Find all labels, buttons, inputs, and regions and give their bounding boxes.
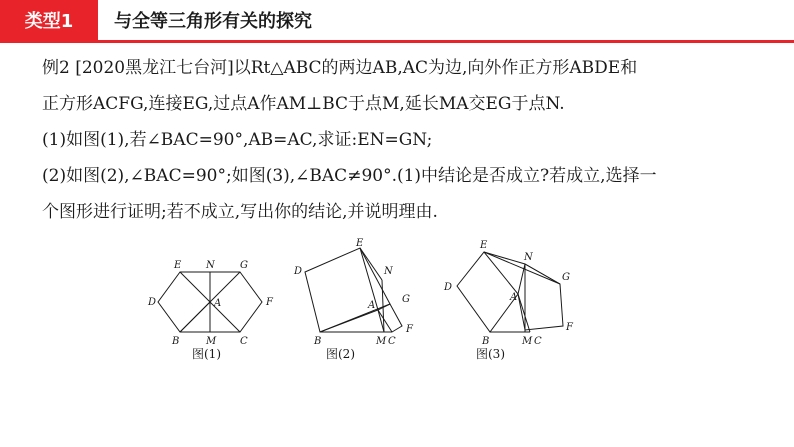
fig3-label-m: M <box>522 336 533 347</box>
fig1-label-b: B <box>172 336 180 347</box>
figure-1-drawing <box>158 272 262 332</box>
geometry-figures <box>130 234 610 374</box>
fig2-label-d: D <box>294 266 303 277</box>
fig2-label-c: C <box>388 336 396 347</box>
fig3-label-g: G <box>562 272 570 283</box>
fig3-label-f: F <box>566 322 573 333</box>
problem-line-3: (1)如图(1),若∠BAC=90°,AB=AC,求证:EN=GN; <box>42 130 433 150</box>
fig1-label-e: E <box>174 260 182 271</box>
fig2-label-e: E <box>356 238 364 249</box>
fig3-label-a: A <box>510 292 518 303</box>
fig3-label-c: C <box>534 336 542 347</box>
fig3-label-n: N <box>524 252 533 263</box>
fig2-label-a: A <box>368 300 376 311</box>
fig1-label-d: D <box>148 297 157 308</box>
fig2-label-f: F <box>406 324 413 335</box>
fig3-label-e: E <box>480 240 488 251</box>
fig2-label-g: G <box>402 294 410 305</box>
section-tag: 类型1 <box>0 0 98 40</box>
fig2-label-n: N <box>384 266 393 277</box>
header-rule <box>0 40 794 43</box>
fig1-label-g: G <box>240 260 248 271</box>
fig1-label-c: C <box>240 336 248 347</box>
fig1-label-n: N <box>206 260 215 271</box>
fig2-caption: 图(2) <box>326 347 355 361</box>
fig2-label-b: B <box>314 336 322 347</box>
fig2-label-m: M <box>376 336 387 347</box>
title-box <box>104 0 794 40</box>
fig1-label-a: A <box>214 298 222 309</box>
section-title: 与全等三角形有关的探究 <box>114 11 312 32</box>
fig3-label-b: B <box>482 336 490 347</box>
fig1-caption: 图(1) <box>192 347 221 361</box>
fig1-label-m: M <box>206 336 217 347</box>
fig1-label-f: F <box>266 297 273 308</box>
problem-line-2: 正方形ACFG,连接EG,过点A作AM⊥BC于点M,延长MA交EG于点N. <box>42 94 565 114</box>
problem-line-5: 个图形进行证明;若不成立,写出你的结论,并说明理由. <box>42 202 438 222</box>
header-bar <box>0 0 794 44</box>
fig3-label-d: D <box>444 282 453 293</box>
problem-line-4: (2)如图(2),∠BAC=90°;如图(3),∠BAC≠90°.(1)中结论是否成立?若成立,选择一 <box>42 166 657 186</box>
problem-line-1: 例2 [2020黑龙江七台河]以Rt△ABC的两边AB,AC为边,向外作正方形ABDE和 <box>42 58 638 78</box>
fig3-caption: 图(3) <box>476 347 505 361</box>
figure-2-drawing <box>305 248 402 332</box>
problem-text <box>42 50 762 230</box>
